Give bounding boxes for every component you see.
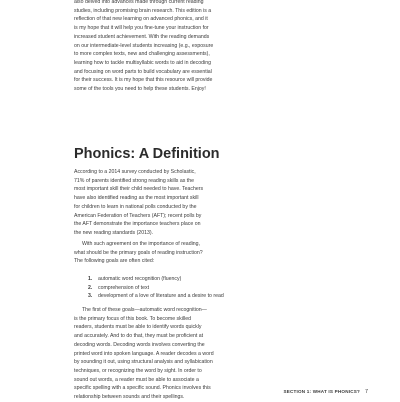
intro-paragraph: also delved into advances made through current reading studies, including promising brain research. This edition is a reflection of that new learning on advanced phonics, and it is my hope that it will help you fine-tune your instruction for increased student achievement. With the reading demands on our intermediate-level students increasing (e.g., exposure to more complex texts, new and challenging assessments), learning how to tackle multisyllabic words to aid in decoding and focusing on word parts to build vocabulary are essential for their success. It is my hope that this resource will provide some of the tools you need to help these students. Enjoy! (74, 0, 214, 93)
list-item (88, 275, 332, 284)
page-number: 7 (365, 389, 368, 395)
footer-section-title: SECTION 1: WHAT IS PHONICS? (283, 389, 360, 394)
list-item-text: comprehension of text (98, 284, 150, 291)
list-item-text: development of a love of literature and a desire to read (98, 293, 224, 300)
list-item-text: automatic word recognition (fluency) (98, 276, 182, 282)
page-footer (283, 389, 368, 395)
list-item (88, 292, 332, 301)
section-heading: Phonics: A Definition (74, 146, 220, 162)
list-item-number: 1. (88, 276, 93, 282)
list-item-number: 3. (88, 293, 93, 300)
list-item-number: 2. (88, 284, 93, 291)
survey-paragraph: According to a 2014 survey conducted by Scholastic, 71% of parents identified strong reading skills as the most important skill their child needed to have. Teachers have also identified reading as the most important skill for children to learn in national polls conducted by the American Federation of Teachers (AFT); recent polls by the AFT demonstrate the importance teachers place on the new reading standards (2013). (74, 169, 204, 236)
goals-intro-paragraph: With such agreement on the importance of reading, what should be the primary goals of reading instruction? The following goals are often cited: (74, 241, 203, 265)
goals-list (88, 275, 332, 301)
first-goal-paragraph: The first of these goals—automatic word recognition— is the primary focus of this book. To become skilled readers, students must be able to identify words quickly and accurately. And to do that, they must be proficient at decoding words. Decoding words involves converting the printed word into spoken language. A reader decodes a word by sounding it out, using structural analysis and syllabication techniques, or recognizing the word by sight. In order to sound out words, a reader must be able to associate a specific spelling with a specific sound. Phonics involves this relationship between sounds and their spellings. (74, 307, 214, 401)
list-item (88, 284, 332, 293)
